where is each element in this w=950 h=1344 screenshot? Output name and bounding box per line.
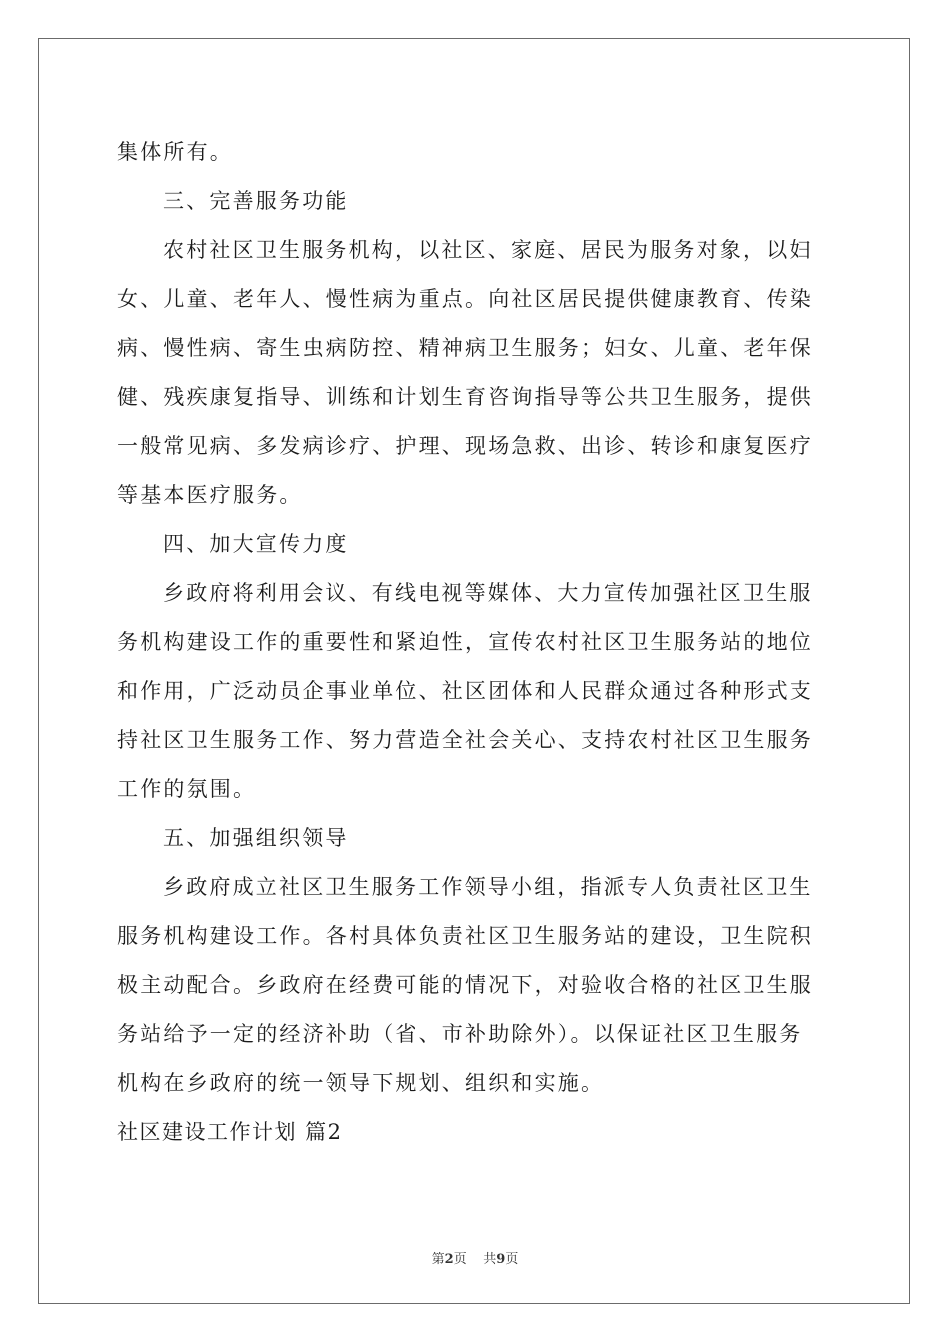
paragraph-line: 服务机构建设工作。各村具体负责社区卫生服务站的建设，卫生院积	[117, 924, 813, 948]
section-title: 社区建设工作计划 篇2	[117, 1120, 343, 1144]
paragraph-line: 病、慢性病、寄生虫病防控、精神病卫生服务；妇女、儿童、老年保	[117, 336, 813, 360]
paragraph-line: 一般常见病、多发病诊疗、护理、现场急救、出诊、转诊和康复医疗	[117, 434, 813, 458]
paragraph-line: 健、残疾康复指导、训练和计划生育咨询指导等公共卫生服务，提供	[117, 385, 813, 409]
section-heading-4: 四、加大宣传力度	[163, 532, 349, 556]
total-pages: 9	[496, 1252, 506, 1267]
paragraph-line: 和作用，广泛动员企事业单位、社区团体和人民群众通过各种形式支	[117, 679, 813, 703]
paragraph-line: 工作的氛围。	[117, 777, 257, 801]
paragraph-line: 机构在乡政府的统一领导下规划、组织和实施。	[117, 1071, 605, 1095]
paragraph-line: 极主动配合。乡政府在经费可能的情况下，对验收合格的社区卫生服	[117, 973, 813, 997]
page-prefix: 第	[431, 1252, 445, 1267]
section-heading-3: 三、完善服务功能	[163, 189, 349, 213]
section-heading-5: 五、加强组织领导	[163, 826, 349, 850]
paragraph-line: 务站给予一定的经济补助（省、市补助除外）。以保证社区卫生服务	[117, 1022, 803, 1046]
paragraph-line: 集体所有。	[117, 140, 233, 164]
paragraph-line: 女、儿童、老年人、慢性病为重点。向社区居民提供健康教育、传染	[117, 287, 813, 311]
page-suffix: 页	[453, 1252, 467, 1267]
total-suffix: 页	[505, 1252, 519, 1267]
paragraph-line: 务机构建设工作的重要性和紧迫性，宣传农村社区卫生服务站的地位	[117, 630, 813, 654]
paragraph-line: 乡政府成立社区卫生服务工作领导小组，指派专人负责社区卫生	[163, 875, 813, 899]
paragraph-line: 持社区卫生服务工作、努力营造全社会关心、支持农村社区卫生服务	[117, 728, 813, 752]
paragraph-line: 农村社区卫生服务机构，以社区、家庭、居民为服务对象，以妇	[163, 238, 813, 262]
paragraph-line: 乡政府将利用会议、有线电视等媒体、大力宣传加强社区卫生服	[163, 581, 813, 605]
paragraph-line: 等基本医疗服务。	[117, 483, 303, 507]
page-number: 2	[444, 1252, 454, 1267]
document-body	[117, 128, 833, 1157]
total-prefix: 共	[483, 1252, 497, 1267]
page-footer	[0, 1248, 950, 1267]
